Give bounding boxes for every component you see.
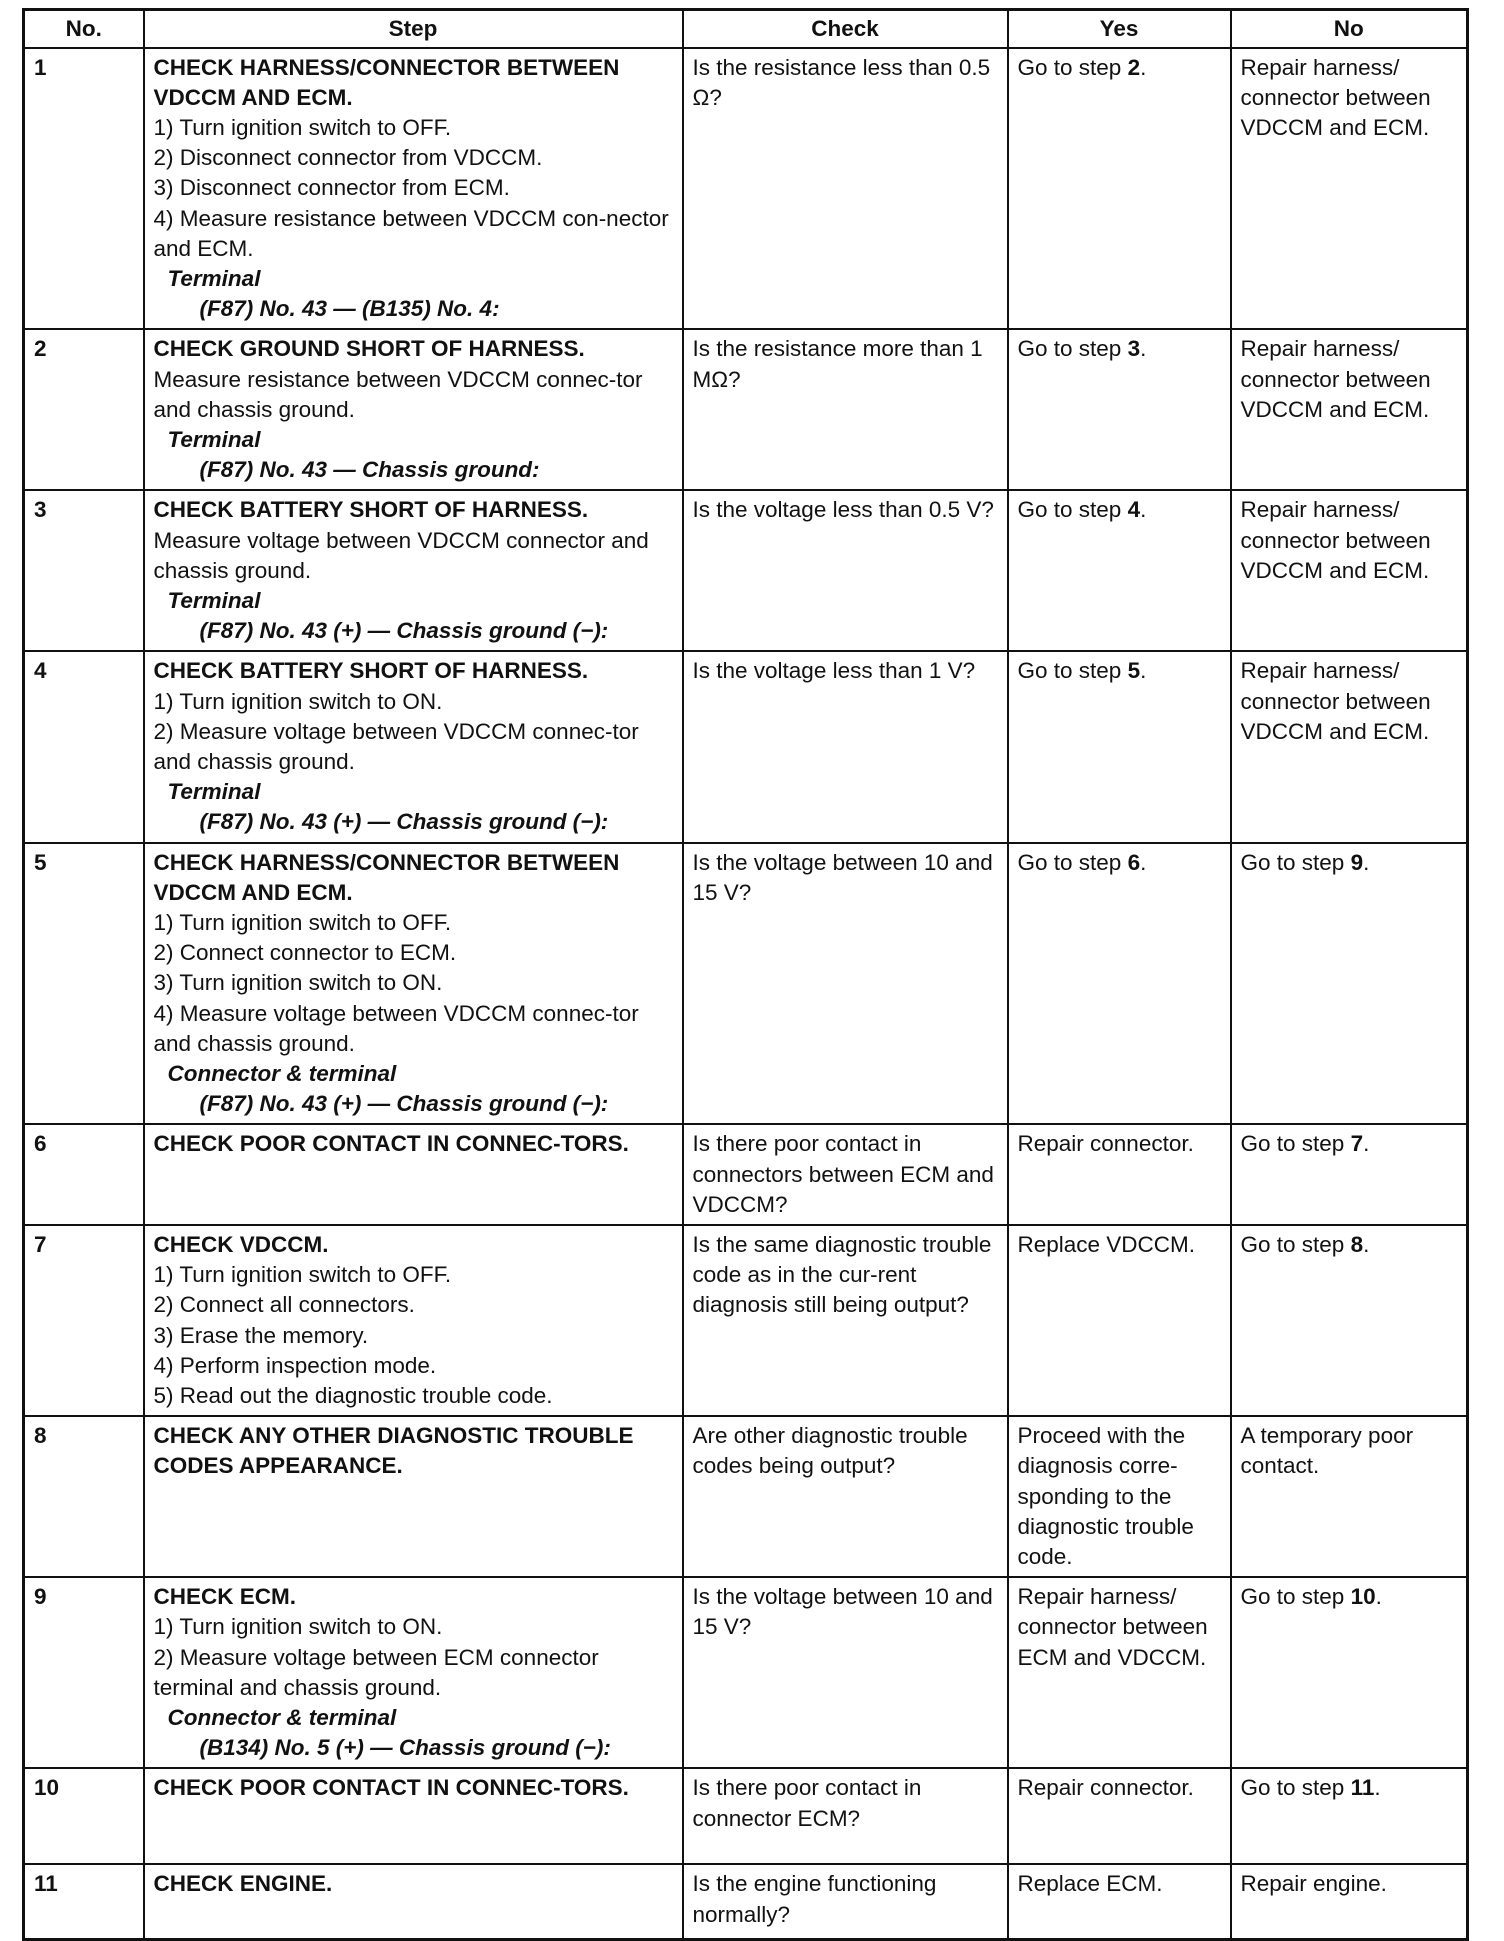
step-title: CHECK HARNESS/CONNECTOR BETWEEN VDCCM AND ECM. (153, 54, 620, 110)
no-cell (1231, 329, 1468, 490)
table-body (24, 48, 1468, 1940)
yes-cell-text: Proceed with the diagnosis corre-sponding to the diagnostic trouble code. (1017, 1423, 1194, 1570)
step-instruction: 1) Turn ignition switch to OFF. (153, 114, 452, 140)
step-instruction: 1) Turn ignition switch to ON. (153, 1614, 443, 1640)
terminal-value: (F87) No. 43 — (B135) No. 4: (199, 296, 500, 322)
diagnostic-table (22, 8, 1469, 1941)
yes-cell-text: Go to step (1017, 658, 1128, 684)
step-number-cell: 10 (24, 1768, 144, 1864)
check-cell: Is the voltage less than 0.5 V? (683, 490, 1008, 651)
yes-cell (1008, 1124, 1231, 1225)
no-cell (1231, 48, 1468, 330)
step-number-cell: 3 (24, 490, 144, 651)
no-cell-suffix: . (1363, 1131, 1370, 1157)
header-step: Step (144, 10, 683, 48)
no-cell-text: Go to step (1240, 1131, 1351, 1157)
check-cell: Is the voltage between 10 and 15 V? (683, 1577, 1008, 1768)
no-cell (1231, 1577, 1468, 1768)
step-instruction: 2) Connect all connectors. (153, 1292, 415, 1318)
terminal-label: Terminal (167, 779, 261, 805)
no-cell-text: Go to step (1240, 1584, 1351, 1610)
step-number-cell: 4 (24, 651, 144, 842)
step-title: CHECK ENGINE. (153, 1871, 333, 1897)
step-number-cell: 9 (24, 1577, 144, 1768)
no-cell-text: Repair engine. (1240, 1871, 1387, 1897)
yes-cell (1008, 1416, 1231, 1577)
header-row (24, 10, 1468, 48)
yes-cell-text: Go to step (1017, 497, 1128, 523)
yes-cell-text: Repair harness/ connector between ECM and VDCCM. (1017, 1584, 1208, 1670)
check-cell: Is the engine functioning normally? (683, 1864, 1008, 1939)
header-check: Check (683, 10, 1008, 48)
step-instruction: 4) Perform inspection mode. (153, 1352, 437, 1378)
yes-cell-suffix: . (1140, 54, 1147, 80)
step-title: CHECK BATTERY SHORT OF HARNESS. (153, 658, 589, 684)
step-title: CHECK VDCCM. (153, 1232, 329, 1258)
step-title: CHECK GROUND SHORT OF HARNESS. (153, 336, 585, 362)
table-row (24, 1768, 1468, 1864)
table-row (24, 1225, 1468, 1416)
table-row (24, 490, 1468, 651)
step-title: CHECK HARNESS/CONNECTOR BETWEEN VDCCM AND ECM. (153, 849, 620, 905)
step-title: CHECK ECM. (153, 1584, 297, 1610)
table-row (24, 843, 1468, 1125)
yes-cell (1008, 48, 1231, 330)
step-instruction: 1) Turn ignition switch to OFF. (153, 1262, 452, 1288)
no-cell (1231, 1124, 1468, 1225)
no-cell-text: Repair harness/ connector between VDCCM and ECM. (1240, 336, 1431, 422)
table-row (24, 329, 1468, 490)
step-title: CHECK POOR CONTACT IN CONNEC-TORS. (153, 1775, 629, 1801)
step-cell (144, 1864, 683, 1939)
table-row (24, 48, 1468, 330)
yes-cell (1008, 329, 1231, 490)
no-cell-text: A temporary poor contact. (1240, 1423, 1414, 1479)
table-row (24, 1577, 1468, 1768)
yes-cell-step-number: 4 (1127, 497, 1141, 523)
yes-cell-step-number: 2 (1127, 54, 1141, 80)
step-instruction: 2) Measure voltage between ECM connector terminal and chassis ground. (153, 1644, 599, 1700)
terminal-value: (F87) No. 43 — Chassis ground: (199, 457, 540, 483)
header-no-answer: No (1231, 10, 1468, 48)
step-number-cell: 7 (24, 1225, 144, 1416)
table-row (24, 1124, 1468, 1225)
check-cell: Is the resistance more than 1 MΩ? (683, 329, 1008, 490)
step-title: CHECK BATTERY SHORT OF HARNESS. (153, 497, 589, 523)
no-cell-text: Go to step (1240, 1232, 1351, 1258)
table-row (24, 1864, 1468, 1939)
check-cell: Is the resistance less than 0.5 Ω? (683, 48, 1008, 330)
terminal-value: (B134) No. 5 (+) — Chassis ground (−): (199, 1735, 611, 1761)
no-cell (1231, 1225, 1468, 1416)
step-cell (144, 1225, 683, 1416)
yes-cell (1008, 843, 1231, 1125)
no-cell-suffix: . (1363, 849, 1370, 875)
yes-cell (1008, 1768, 1231, 1864)
step-cell (144, 329, 683, 490)
terminal-label: Terminal (167, 265, 261, 291)
step-cell (144, 490, 683, 651)
yes-cell-text: Replace ECM. (1017, 1871, 1163, 1897)
table-row (24, 1416, 1468, 1577)
yes-cell-text: Go to step (1017, 336, 1128, 362)
yes-cell-step-number: 5 (1127, 658, 1141, 684)
step-instruction: 5) Read out the diagnostic trouble code. (153, 1383, 553, 1409)
check-cell: Is the voltage between 10 and 15 V? (683, 843, 1008, 1125)
step-cell (144, 1577, 683, 1768)
step-number-cell: 2 (24, 329, 144, 490)
step-number-cell: 5 (24, 843, 144, 1125)
check-cell: Are other diagnostic trouble codes being output? (683, 1416, 1008, 1577)
check-cell: Is the same diagnostic trouble code as in the cur-rent diagnosis still being output? (683, 1225, 1008, 1416)
yes-cell-step-number: 3 (1127, 336, 1141, 362)
no-cell-step-number: 7 (1350, 1131, 1364, 1157)
no-cell (1231, 1416, 1468, 1577)
step-instruction: 3) Erase the memory. (153, 1322, 369, 1348)
yes-cell-suffix: . (1140, 658, 1147, 684)
step-title: CHECK POOR CONTACT IN CONNEC-TORS. (153, 1131, 629, 1157)
yes-cell-text: Go to step (1017, 54, 1128, 80)
no-cell-suffix: . (1363, 1232, 1370, 1258)
yes-cell-text: Repair connector. (1017, 1775, 1194, 1801)
yes-cell (1008, 490, 1231, 651)
step-instruction: 1) Turn ignition switch to ON. (153, 688, 443, 714)
step-number-cell: 8 (24, 1416, 144, 1577)
no-cell (1231, 490, 1468, 651)
no-cell-text: Repair harness/ connector between VDCCM and ECM. (1240, 497, 1431, 583)
no-cell-suffix: . (1375, 1584, 1382, 1610)
terminal-label: Terminal (167, 587, 261, 613)
no-cell-text: Go to step (1240, 1775, 1351, 1801)
step-instruction: 4) Measure resistance between VDCCM con-nector and ECM. (153, 205, 669, 261)
step-instruction: 4) Measure voltage between VDCCM connec-tor and chassis ground. (153, 1000, 639, 1056)
step-cell (144, 1416, 683, 1577)
step-instruction: Measure voltage between VDCCM connector and chassis ground. (153, 527, 649, 583)
yes-cell-step-number: 6 (1127, 849, 1141, 875)
step-cell (144, 1768, 683, 1864)
terminal-label: Connector & terminal (167, 1061, 397, 1086)
yes-cell (1008, 1225, 1231, 1416)
check-cell: Is there poor contact in connectors between ECM and VDCCM? (683, 1124, 1008, 1225)
yes-cell-suffix: . (1140, 849, 1147, 875)
header-no: No. (24, 10, 144, 48)
step-instruction: 2) Measure voltage between VDCCM connec-tor and chassis ground. (153, 718, 639, 774)
no-cell-text: Go to step (1240, 849, 1351, 875)
yes-cell (1008, 1864, 1231, 1939)
no-cell (1231, 651, 1468, 842)
no-cell-step-number: 8 (1350, 1232, 1364, 1258)
no-cell (1231, 1768, 1468, 1864)
step-cell (144, 651, 683, 842)
step-instruction: 2) Connect connector to ECM. (153, 940, 457, 966)
yes-cell (1008, 1577, 1231, 1768)
check-cell: Is the voltage less than 1 V? (683, 651, 1008, 842)
no-cell-text: Repair harness/ connector between VDCCM and ECM. (1240, 54, 1431, 140)
header-yes: Yes (1008, 10, 1231, 48)
terminal-value: (F87) No. 43 (+) — Chassis ground (−): (199, 1091, 609, 1117)
no-cell-step-number: 10 (1350, 1584, 1376, 1610)
yes-cell-suffix: . (1140, 336, 1147, 362)
terminal-value: (F87) No. 43 (+) — Chassis ground (−): (199, 618, 609, 644)
no-cell (1231, 843, 1468, 1125)
yes-cell-text: Replace VDCCM. (1017, 1232, 1196, 1258)
no-cell-text: Repair harness/ connector between VDCCM and ECM. (1240, 658, 1431, 744)
terminal-label: Connector & terminal (167, 1705, 397, 1731)
check-cell: Is there poor contact in connector ECM? (683, 1768, 1008, 1864)
step-cell (144, 843, 683, 1125)
no-cell (1231, 1864, 1468, 1939)
terminal-label: Terminal (167, 426, 261, 452)
step-cell (144, 48, 683, 330)
step-number-cell: 6 (24, 1124, 144, 1225)
no-cell-step-number: 11 (1350, 1775, 1375, 1801)
table-row (24, 651, 1468, 842)
step-instruction: 1) Turn ignition switch to OFF. (153, 909, 452, 935)
step-number-cell: 1 (24, 48, 144, 330)
step-title: CHECK ANY OTHER DIAGNOSTIC TROUBLE CODES APPEARANCE. (153, 1423, 634, 1479)
yes-cell-text: Go to step (1017, 849, 1128, 875)
yes-cell (1008, 651, 1231, 842)
step-cell (144, 1124, 683, 1225)
yes-cell-suffix: . (1140, 497, 1147, 523)
yes-cell-text: Repair connector. (1017, 1131, 1194, 1157)
step-instruction: Measure resistance between VDCCM connec-tor and chassis ground. (153, 366, 643, 422)
step-instruction: 3) Disconnect connector from ECM. (153, 175, 510, 201)
step-instruction: 2) Disconnect connector from VDCCM. (153, 145, 543, 171)
terminal-value: (F87) No. 43 (+) — Chassis ground (−): (199, 809, 609, 835)
no-cell-suffix: . (1374, 1775, 1381, 1801)
no-cell-step-number: 9 (1350, 849, 1364, 875)
step-number-cell: 11 (24, 1864, 144, 1939)
step-instruction: 3) Turn ignition switch to ON. (153, 970, 443, 996)
